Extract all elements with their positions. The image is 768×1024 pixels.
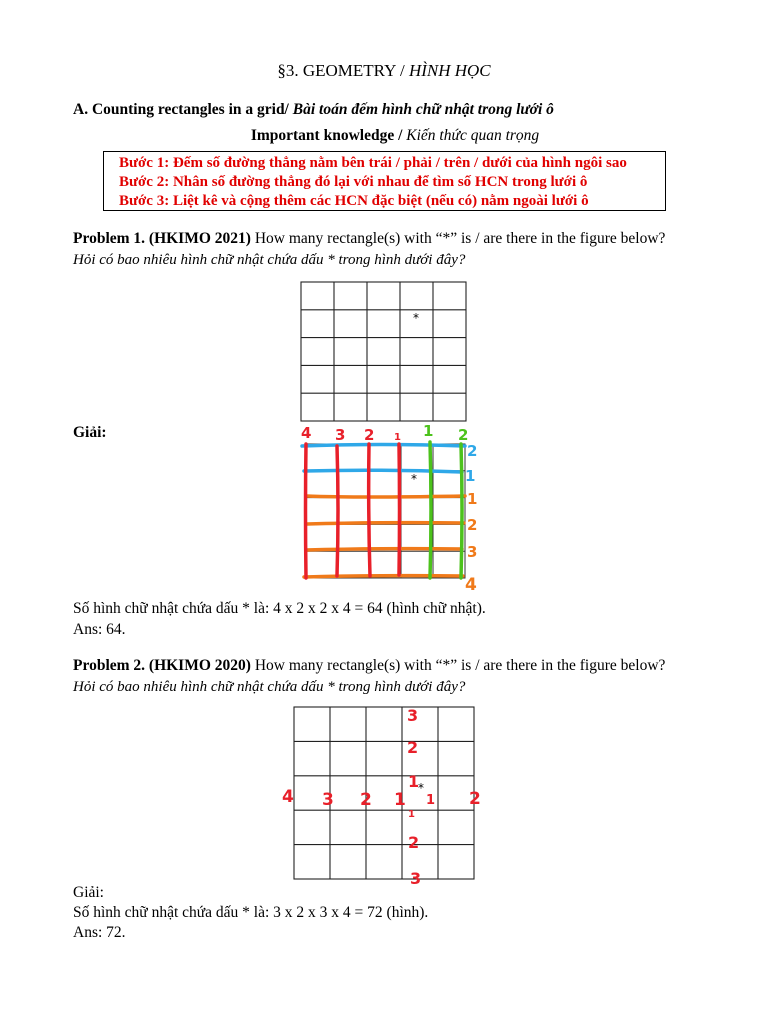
problem-1-solution-star: * xyxy=(411,472,417,486)
problem-1-statement xyxy=(73,230,665,248)
p1-right-number-4: 2 xyxy=(467,516,478,534)
section-a-heading-en: A. Counting rectangles in a grid/ xyxy=(73,101,293,118)
problem-1-grid xyxy=(300,281,468,423)
steps-box xyxy=(103,151,666,211)
p1-top-number-6: 2 xyxy=(458,426,469,444)
p2-horizontal-number-1: 4 xyxy=(282,787,294,807)
problem-1-solution-label: Giải: xyxy=(73,424,107,441)
p2-horizontal-number-5: 1 xyxy=(426,793,436,808)
step-2: Bước 2: Nhân số đường thẳng đó lại với nhau để tìm số HCN trong lưới ô xyxy=(119,174,588,190)
p2-vertical-number-6: 3 xyxy=(410,869,422,888)
p2-vertical-number-5: 2 xyxy=(408,833,420,852)
problem-2-star: * xyxy=(418,781,424,795)
important-knowledge-en: Important knowledge / xyxy=(250,127,407,144)
page-title-main: §3. GEOMETRY / xyxy=(277,61,409,80)
problem-1-answer: Ans: 64. xyxy=(73,621,126,638)
p2-horizontal-number-3: 2 xyxy=(360,790,372,810)
problem-2-result: Số hình chữ nhật chứa dấu * là: 3 x 2 x 3 x 4 = 72 (hình). xyxy=(73,904,429,921)
problem-2-statement xyxy=(73,657,665,675)
problem-2-answer: Ans: 72. xyxy=(73,924,126,941)
problem-2-grid xyxy=(280,700,490,890)
problem-1-result: Số hình chữ nhật chứa dấu * là: 4 x 2 x 2 x 4 = 64 (hình chữ nhật). xyxy=(73,600,486,617)
problem-2-solution-label: Giải: xyxy=(73,884,104,901)
p2-vertical-number-3: 1 xyxy=(408,772,420,791)
p2-horizontal-number-4: 1 xyxy=(394,790,406,810)
problem-1-question-vi: Hỏi có bao nhiêu hình chữ nhật chứa dấu * trong hình dưới đây? xyxy=(73,252,466,268)
p2-horizontal-number-2: 3 xyxy=(322,790,334,810)
p1-right-number-3: 1 xyxy=(467,490,478,508)
p1-right-number-5: 3 xyxy=(467,543,478,561)
section-a-heading-vi: Bài toán đếm hình chữ nhật trong lưới ô xyxy=(292,101,554,118)
important-knowledge-vi: Kiến thức quan trọng xyxy=(406,127,540,144)
step-1: Bước 1: Đếm số đường thẳng nằm bên trái / phải / trên / dưới của hình ngôi sao xyxy=(119,155,627,171)
p1-top-number-3: 2 xyxy=(364,426,375,444)
problem-2-label: Problem 2. (HKIMO 2020) xyxy=(73,657,251,674)
p1-top-number-5: 1 xyxy=(423,422,434,440)
p1-right-number-2: 1 xyxy=(465,467,476,485)
page-title xyxy=(0,61,768,81)
p1-right-number-1: 2 xyxy=(467,442,478,460)
p2-vertical-number-1: 3 xyxy=(407,706,419,725)
problem-1-question: How many rectangle(s) with “*” is / are there in the figure below? xyxy=(250,230,666,247)
p2-horizontal-number-6: 2 xyxy=(469,789,481,809)
p1-top-number-1: 4 xyxy=(301,424,312,442)
p2-vertical-number-4: 1 xyxy=(408,809,415,820)
problem-2-question: How many rectangle(s) with “*” is / are there in the figure below? xyxy=(250,657,666,674)
problem-2-question-vi: Hỏi có bao nhiêu hình chữ nhật chứa dấu * trong hình dưới đây? xyxy=(73,679,466,695)
p1-top-number-2: 3 xyxy=(335,426,346,444)
p2-vertical-number-2: 2 xyxy=(407,738,419,757)
p1-right-number-6: 4 xyxy=(465,575,477,595)
section-a-heading xyxy=(73,101,554,119)
step-3: Bước 3: Liệt kê và cộng thêm các HCN đặc biệt (nếu có) nằm ngoài lưới ô xyxy=(119,193,589,209)
page-title-vi: HÌNH HỌC xyxy=(408,61,491,80)
important-knowledge-heading xyxy=(0,127,768,145)
p1-top-number-4: 1 xyxy=(394,432,401,443)
problem-1-star: * xyxy=(413,311,419,325)
problem-1-label: Problem 1. (HKIMO 2021) xyxy=(73,230,251,247)
problem-1-solution-figure xyxy=(300,420,490,600)
